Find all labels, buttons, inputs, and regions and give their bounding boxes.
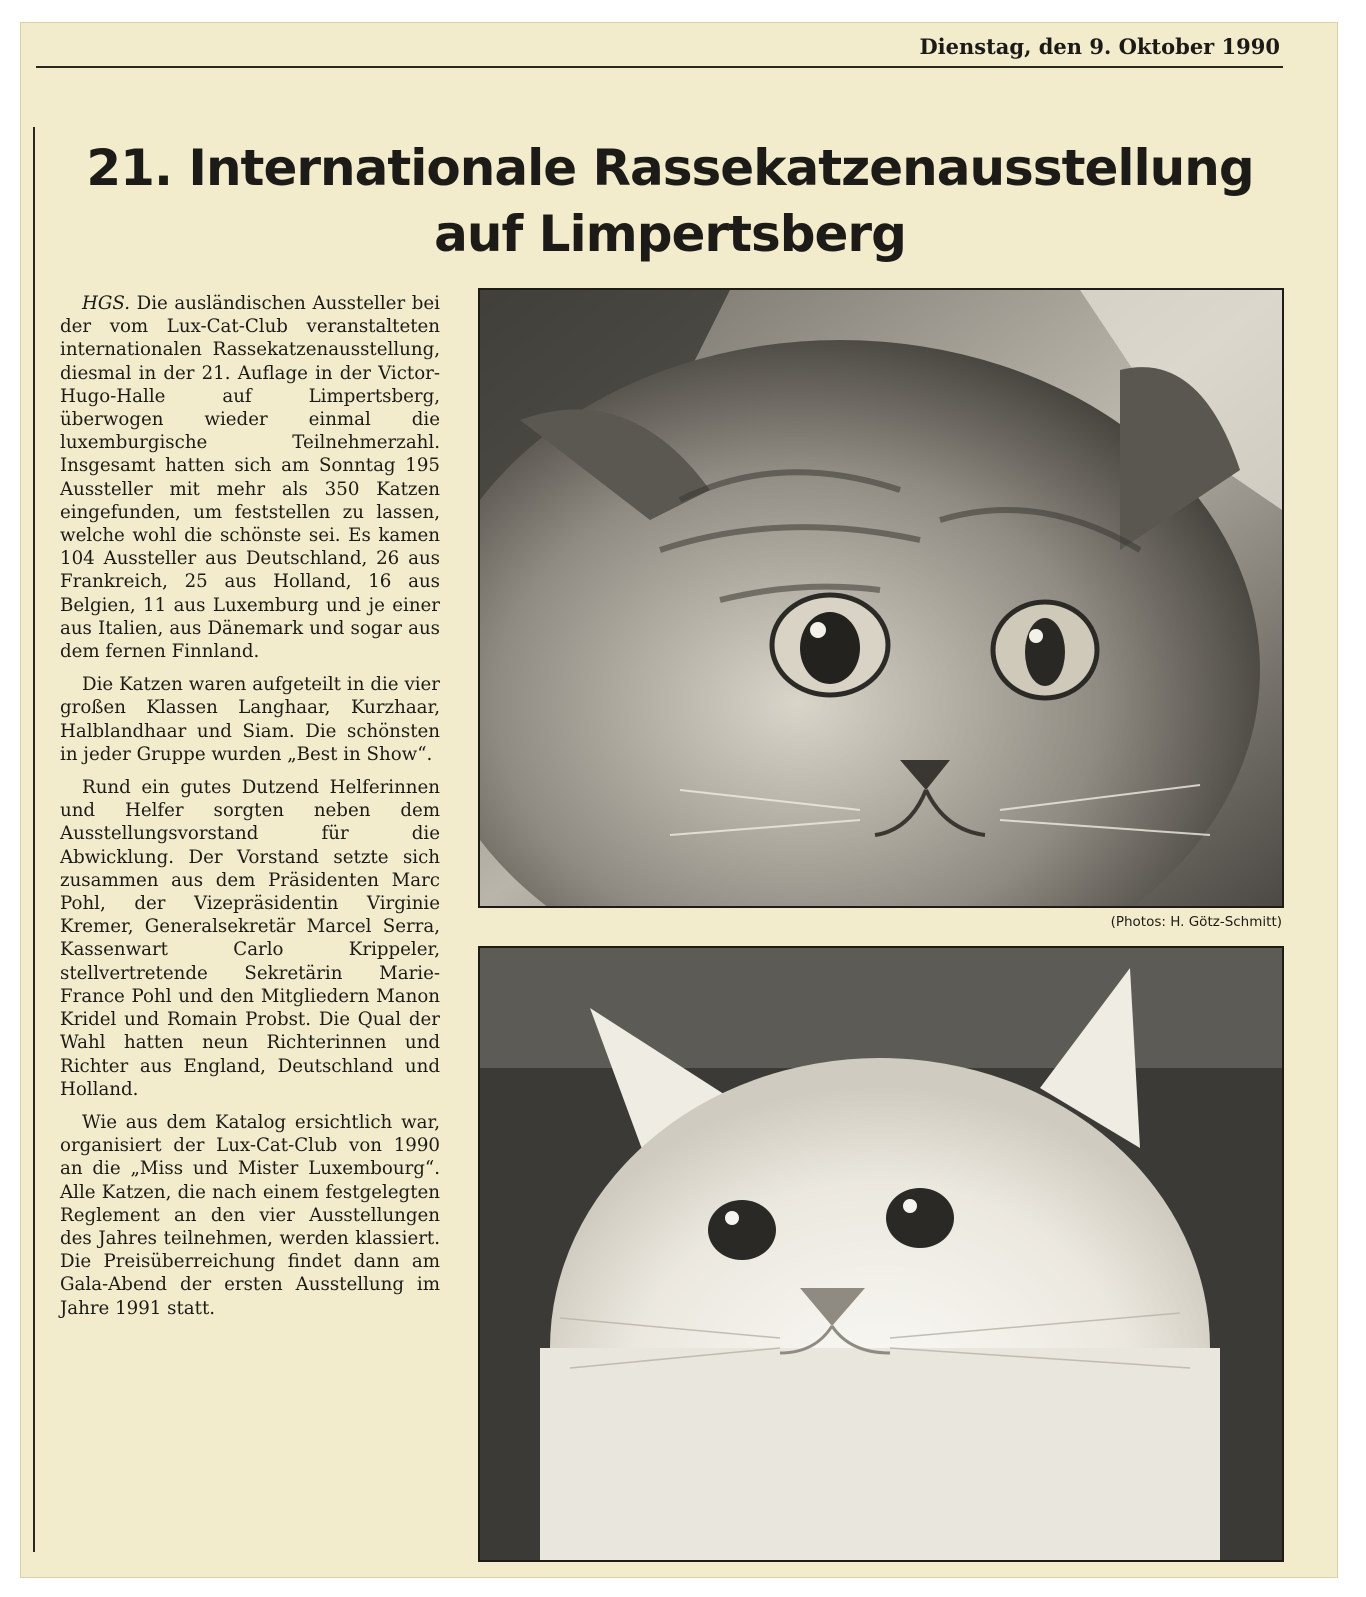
left-column-rule bbox=[33, 127, 35, 1552]
headline-line-1: 21. Internationale Rassekatzenausstellung bbox=[86, 139, 1254, 197]
white-cat-illustration bbox=[480, 948, 1282, 1560]
article-paragraph-1 bbox=[60, 292, 440, 663]
tabby-cat-illustration bbox=[480, 290, 1282, 906]
article-paragraph-2: Die Katzen waren aufgeteilt in die vier großen Klassen Langhaar, Kurzhaar, Halblandhaar und Siam. Die schönsten in jeder Gruppe wurden „Best in Show“. bbox=[60, 674, 440, 765]
photo-white-cat bbox=[478, 946, 1284, 1562]
dateline: Dienstag, den 9. Oktober 1990 bbox=[919, 34, 1280, 59]
paragraph-1-text: Die ausländischen Aussteller bei der vom Lux-Cat-Club veranstalteten internationalen Rassekatzenausstellung, diesmal in der 21. Auflage in der Victor-Hugo-Halle auf Limpertsberg, überwogen wieder einmal die luxemburgische Teilnehmerzahl. Insgesamt hatten sich am Sonntag 195 Aussteller mit mehr als 350 Katzen eingefunden, um feststellen zu lassen, welche wohl die schönste sei. Es kamen 104 Aussteller aus Deutschland, 26 aus Frankreich, 25 aus Holland, 16 aus Belgien, 11 aus Luxemburg und je einer aus Italien, aus Dänemark und sogar aus dem fernen Finnland. bbox=[60, 293, 440, 663]
article-paragraph-3: Rund ein gutes Dutzend Helferinnen und Helfer sorgten neben dem Ausstellungsvorstand für die Abwicklung. Der Vorstand setzte sich zusammen aus dem Präsidenten Marc Pohl, der Vizepräsidentin Virginie Kremer, Generalsekretär Marcel Serra, Kassenwart Carlo Krippeler, stellvertretende Sekretärin Marie-France Pohl und den Mitgliedern Manon Kridel und Romain Probst. Die Qual der Wahl hatten neun Richterinnen und Richter aus England, Deutschland und Holland. bbox=[60, 777, 440, 1100]
article-body bbox=[60, 292, 440, 1330]
headline-line-2: auf Limpertsberg bbox=[434, 205, 906, 263]
headline bbox=[50, 135, 1290, 267]
photo-credit: (Photos: H. Götz-Schmitt) bbox=[1110, 914, 1282, 930]
top-rule bbox=[36, 66, 1283, 68]
article-paragraph-4: Wie aus dem Katalog ersichtlich war, organisiert der Lux-Cat-Club von 1990 an die „Miss und Mister Luxembourg“. Alle Katzen, die nach einem festgelegten Reglement an den vier Ausstellungen des Jahres teilnehmen, werden klassiert. Die Preisüberreichung findet dann am Gala-Abend der ersten Ausstellung im Jahre 1991 statt. bbox=[60, 1111, 440, 1319]
photo-tabby-cat bbox=[478, 288, 1284, 908]
author-initials: HGS. bbox=[82, 293, 130, 314]
